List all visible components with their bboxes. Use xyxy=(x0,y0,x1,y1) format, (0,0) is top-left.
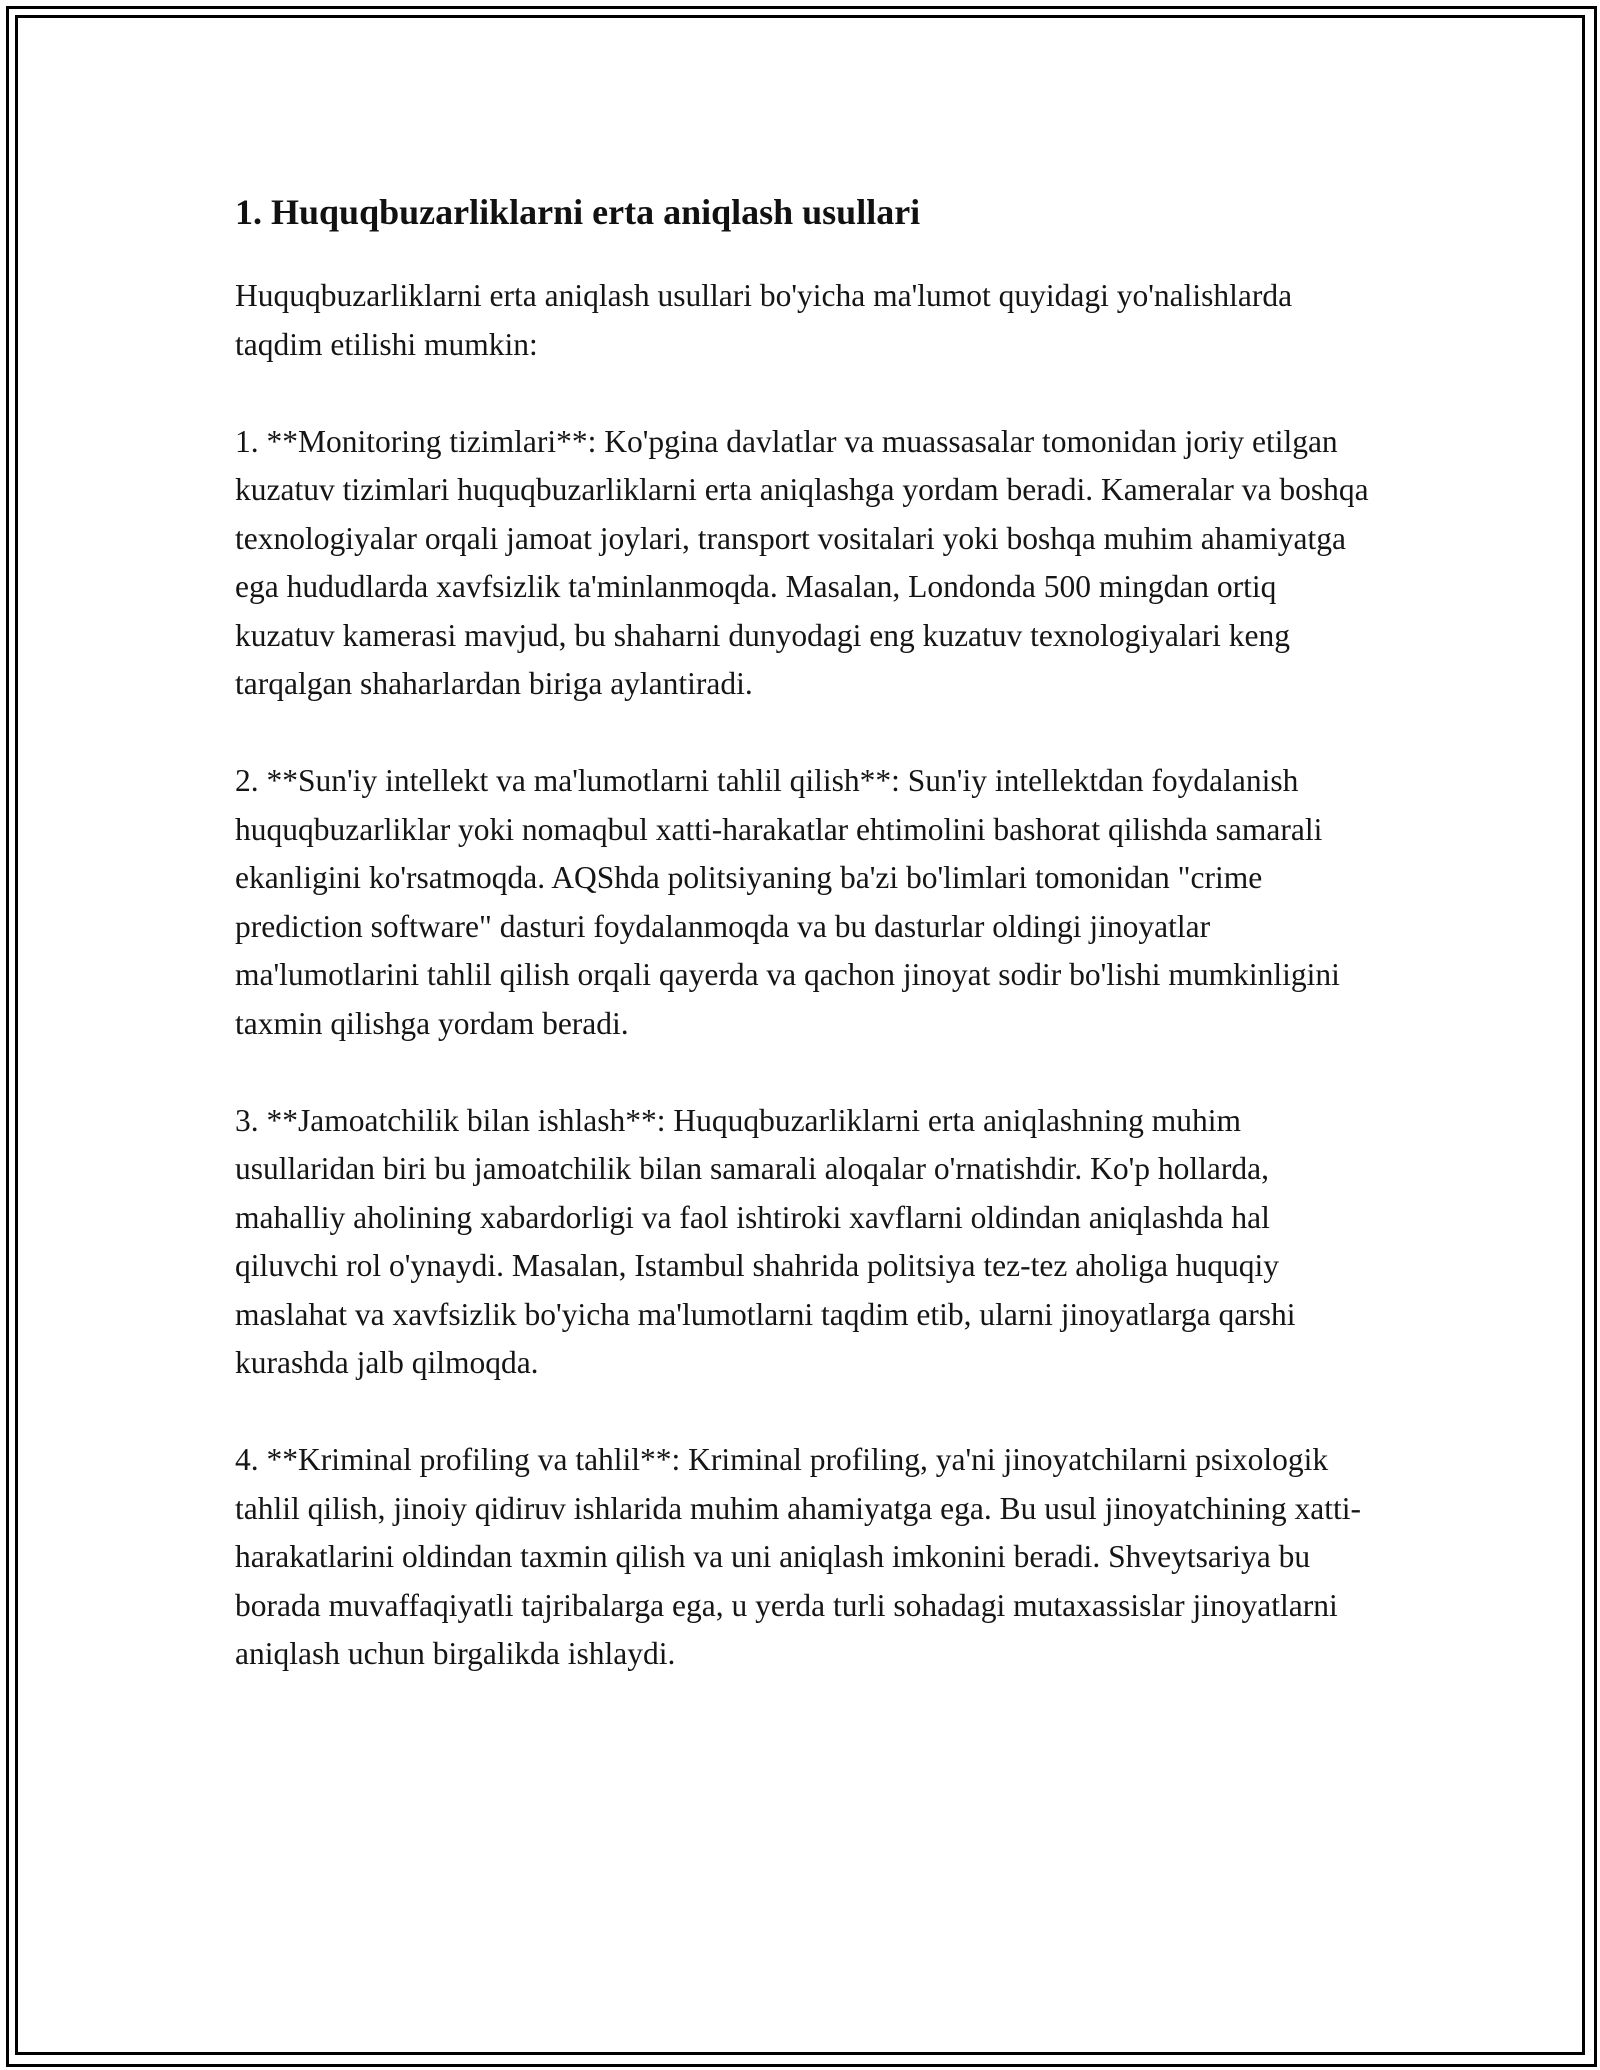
document-title: 1. Huquqbuzarliklarni erta aniqlash usullari xyxy=(235,192,921,232)
intro-paragraph: Huquqbuzarliklarni erta aniqlash usullari bo'yicha ma'lumot quyidagi yo'nalishlarda taqdim etilishi mumkin: xyxy=(235,278,1293,362)
document-body xyxy=(235,188,1375,1679)
list-item-community: 3. **Jamoatchilik bilan ishlash**: Huquqbuzarliklarni erta aniqlashning muhim usullaridan biri bu jamoatchilik bilan samarali aloqalar o'rnatishdir. Ko'p hollarda, mahalliy aholining xabardorligi va faol ishtiroki xavflarni oldindan aniqlashda hal qiluvchi rol o'ynaydi. Masalan, Istambul shahrida politsiya tez-tez aholiga huquqiy maslahat va xavfsizlik bo'yicha ma'lumotlarni taqdim etib, ularni jinoyatlarga qarshi kurashda jalb qilmoqda. xyxy=(235,1102,1296,1380)
list-item-profiling: 4. **Kriminal profiling va tahlil**: Kriminal profiling, ya'ni jinoyatchilarni psixologik tahlil qilish, jinoiy qidiruv ishlarida muhim ahamiyatga ega. Bu usul jinoyatchining xatti-harakatlarini oldindan taxmin qilish va uni aniqlash imkonini beradi. Shveytsariya bu borada muvaffaqiyatli tajribalarga ega, u yerda turli sohadagi mutaxassislar jinoyatlarni aniqlash uchun birgalikda ishlaydi. xyxy=(235,1442,1361,1671)
list-item-monitoring: 1. **Monitoring tizimlari**: Ko'pgina davlatlar va muassasalar tomonidan joriy etilgan kuzatuv tizimlari huquqbuzarliklarni erta aniqlashga yordam beradi. Kameralar va boshqa texnologiyalar orqali jamoat joylari, transport vositalari yoki boshqa muhim ahamiyatga ega hududlarda xavfsizlik ta'minlanmoqda. Masalan, Londonda 500 mingdan ortiq kuzatuv kamerasi mavjud, bu shaharni dunyodagi eng kuzatuv texnologiyalari keng tarqalgan shaharlardan biriga aylantiradi. xyxy=(235,423,1369,701)
list-item-ai-analysis: 2. **Sun'iy intellekt va ma'lumotlarni tahlil qilish**: Sun'iy intellektdan foydalanish huquqbuzarliklar yoki nomaqbul xatti-harakatlar ehtimolini bashorat qilishda samarali ekanligini ko'rsatmoqda. AQShda politsiyaning ba'zi bo'limlari tomonidan "crime prediction software" dasturi foydalanmoqda va bu dasturlar oldingi jinoyatlar ma'lumotlarini tahlil qilish orqali qayerda va qachon jinoyat sodir bo'lishi mumkinligini taxmin qilishga yordam beradi. xyxy=(235,763,1340,1041)
